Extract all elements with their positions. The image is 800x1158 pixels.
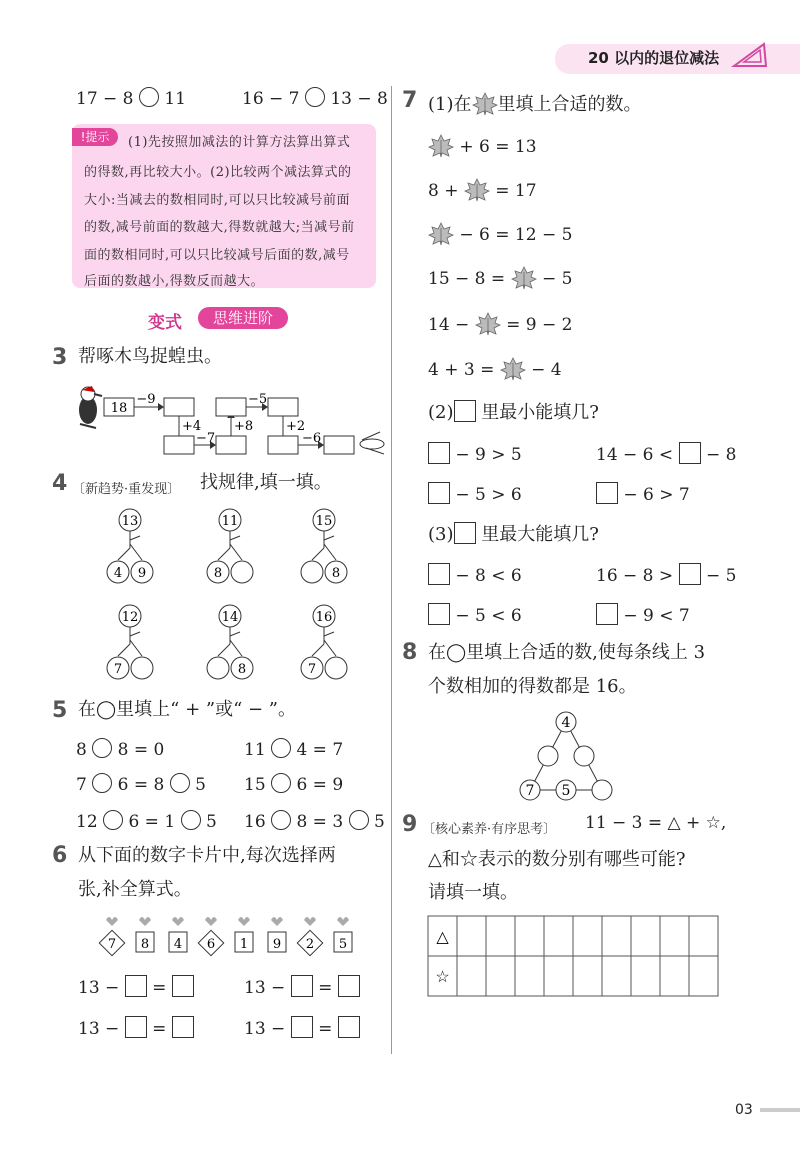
chain-box[interactable] (324, 436, 354, 454)
answer-box[interactable] (679, 442, 701, 464)
op-circle[interactable] (349, 810, 369, 830)
grid-cell[interactable] (689, 956, 718, 996)
chain-box[interactable] (268, 398, 298, 416)
compare-circle[interactable] (305, 87, 325, 107)
grid-cell[interactable] (573, 956, 602, 996)
leaf-icon[interactable] (500, 357, 526, 385)
ruler-icon (730, 40, 770, 70)
q8-text: 在◯里填上合适的数,使每条线上 3 (428, 642, 706, 663)
leaf-icon[interactable] (428, 134, 454, 162)
hint-line: 面的数相同时,可以只比较减号后面的数,减号 (84, 248, 350, 263)
tree-right: 8 (331, 566, 341, 581)
tree-left: 7 (113, 662, 123, 677)
hint-label: !提示 (72, 128, 118, 146)
op-circle[interactable] (103, 810, 123, 830)
op-circle[interactable] (181, 810, 201, 830)
op: −6 (302, 431, 322, 446)
answer-box[interactable] (428, 603, 450, 625)
answer-box[interactable] (172, 1016, 194, 1038)
op-circle[interactable] (271, 810, 291, 830)
number-tree (107, 509, 153, 583)
tree-top: 13 (121, 514, 139, 529)
grid-cell[interactable] (486, 916, 515, 956)
leaf-icon[interactable] (464, 178, 490, 206)
answer-box[interactable] (338, 975, 360, 997)
q9-tag: 〔核心素养·有序思考〕 (422, 822, 557, 837)
triangle-puzzle (516, 708, 616, 804)
digit-card (334, 917, 352, 952)
tree-top: 11 (221, 514, 239, 529)
op: +2 (286, 419, 306, 434)
tree-left-circle (207, 657, 229, 679)
tree-left: 4 (113, 566, 123, 581)
tree-left: 8 (213, 566, 223, 581)
tri-circle[interactable] (592, 780, 612, 800)
answer-box[interactable] (125, 975, 147, 997)
grid-cell[interactable] (660, 956, 689, 996)
q7-number: 7 (402, 88, 418, 113)
compare-left-a: 17 − 8 (76, 89, 134, 109)
chain-box[interactable] (216, 436, 246, 454)
tree-right-circle (131, 657, 153, 679)
tri-bl: 7 (525, 783, 535, 799)
digit-card (235, 917, 253, 952)
grasshopper-icon (360, 432, 384, 454)
op-circle[interactable] (92, 773, 112, 793)
grid-cell[interactable] (544, 956, 573, 996)
q4-text: 找规律,填一填。 (200, 472, 332, 493)
q9-eq: 11 − 3 = △ + ☆, (585, 813, 727, 833)
op-circle[interactable] (271, 773, 291, 793)
number-tree (301, 509, 347, 583)
op: +8 (234, 419, 254, 434)
hint-line: 的数,减号前面的数越大,得数就越大;当减号前 (84, 220, 355, 235)
q6-number: 6 (52, 843, 68, 868)
leaf-icon[interactable] (511, 266, 537, 294)
hint-line: 大小:当减去的数相同时,可以只比较减号前面 (84, 193, 351, 208)
q6-text: 张,补全算式。 (78, 879, 192, 900)
q4-number: 4 (52, 471, 68, 496)
leaf-icon (472, 92, 498, 120)
banner-right: 思维进阶 (198, 307, 288, 329)
answer-box[interactable] (291, 975, 313, 997)
q3-number: 3 (52, 345, 68, 370)
grid-cell[interactable] (515, 916, 544, 956)
q9-text: 请填一填。 (428, 882, 518, 903)
op-circle[interactable] (271, 738, 291, 758)
answer-box[interactable] (428, 563, 450, 585)
chain-box[interactable] (268, 436, 298, 454)
number-tree (207, 605, 253, 679)
op: +4 (182, 419, 202, 434)
page-number: 03 (735, 1102, 753, 1118)
q9-text: △和☆表示的数分别有哪些可能? (428, 849, 686, 870)
answer-box[interactable] (428, 442, 450, 464)
woodpecker-icon (79, 386, 102, 428)
box-icon (454, 522, 476, 544)
answer-box[interactable] (679, 563, 701, 585)
tree-top: 14 (221, 610, 239, 625)
compare-left-b: 11 (164, 89, 186, 109)
card-digit: 7 (107, 937, 117, 952)
number-tree (207, 509, 253, 583)
grid-cell[interactable] (515, 956, 544, 996)
leaf-icon[interactable] (475, 312, 501, 340)
answer-box[interactable] (125, 1016, 147, 1038)
hint-line: 后面的数越小,得数反而越大。 (84, 274, 265, 289)
card-digit: 1 (239, 937, 249, 952)
woodpecker-chain (66, 380, 396, 460)
tri-bm: 5 (561, 783, 571, 799)
answer-box[interactable] (596, 482, 618, 504)
digit-card (169, 917, 187, 952)
chain-box[interactable] (164, 436, 194, 454)
footer-line (760, 1108, 800, 1112)
tree-left: 7 (307, 662, 317, 677)
answer-grid[interactable] (427, 915, 727, 999)
tree-right-circle (231, 561, 253, 583)
number-trees (90, 500, 380, 690)
leaf-icon[interactable] (428, 222, 454, 250)
card-digit: 2 (305, 937, 315, 952)
q4-tag: 〔新趋势·重发现〕 (72, 482, 181, 497)
tree-right: 8 (237, 662, 247, 677)
card-digit: 6 (206, 937, 216, 952)
grid-cell[interactable] (486, 956, 515, 996)
tri-circle[interactable] (574, 746, 594, 766)
q8-number: 8 (402, 640, 418, 665)
tree-top: 15 (315, 514, 333, 529)
grid-cell[interactable] (660, 916, 689, 956)
grid-row-symbol: ☆ (435, 967, 450, 986)
digit-card (297, 917, 322, 956)
hint-line: 的得数,再比较大小。(2)比较两个减法算式的 (84, 165, 352, 180)
grid-cell[interactable] (573, 916, 602, 956)
card-digit: 9 (272, 937, 282, 952)
grid-cell[interactable] (457, 916, 486, 956)
q3-text: 帮啄木鸟捉蝗虫。 (78, 346, 222, 367)
column-divider (391, 86, 392, 1054)
compare-right-a: 16 − 7 (242, 89, 300, 109)
compare-circle[interactable] (139, 87, 159, 107)
digit-cards (96, 912, 376, 962)
card-digit: 8 (140, 937, 150, 952)
grid-cell[interactable] (457, 956, 486, 996)
q5-text: 在◯里填上“ + ”或“ − ”。 (78, 699, 297, 720)
grid-cell[interactable] (631, 916, 660, 956)
answer-box[interactable] (596, 603, 618, 625)
number-tree (301, 605, 347, 679)
grid-cell[interactable] (602, 916, 631, 956)
op: −7 (196, 431, 216, 446)
op-circle[interactable] (92, 738, 112, 758)
number-tree (107, 605, 153, 679)
tree-right-circle (325, 657, 347, 679)
tree-top: 12 (121, 610, 139, 625)
card-digit: 4 (173, 937, 183, 952)
chapter-title: 20 以内的退位减法 (588, 49, 720, 67)
op: −5 (248, 392, 268, 407)
answer-box[interactable] (338, 1016, 360, 1038)
digit-card (198, 917, 223, 956)
tree-top: 16 (315, 610, 333, 625)
tree-left-circle (301, 561, 323, 583)
answer-box[interactable] (291, 1016, 313, 1038)
q8-text: 个数相加的得数都是 16。 (428, 676, 637, 697)
grid-cell[interactable] (689, 916, 718, 956)
tri-circle[interactable] (538, 746, 558, 766)
grid-row-symbol: △ (436, 927, 449, 946)
compare-right-b: 13 − 8 (330, 89, 388, 109)
answer-box[interactable] (428, 482, 450, 504)
box-icon (454, 400, 476, 422)
grid-cell[interactable] (631, 956, 660, 996)
digit-card (268, 917, 286, 952)
q6-text: 从下面的数字卡片中,每次选择两 (78, 845, 336, 866)
banner-left: 变式 (148, 313, 182, 333)
q9-number: 9 (402, 812, 418, 837)
digit-card (99, 917, 124, 956)
chain-start: 18 (110, 401, 128, 416)
op-circle[interactable] (170, 773, 190, 793)
tri-top: 4 (561, 715, 571, 731)
hint-line: (1)先按照加减法的计算方法算出算式 (128, 135, 351, 150)
op: −9 (136, 392, 156, 407)
answer-box[interactable] (172, 975, 194, 997)
card-digit: 5 (338, 937, 348, 952)
grid-cell[interactable] (602, 956, 631, 996)
chain-box[interactable] (164, 398, 194, 416)
tree-right: 9 (137, 566, 147, 581)
q5-number: 5 (52, 698, 68, 723)
chain-box[interactable] (216, 398, 246, 416)
grid-cell[interactable] (544, 916, 573, 956)
digit-card (136, 917, 154, 952)
